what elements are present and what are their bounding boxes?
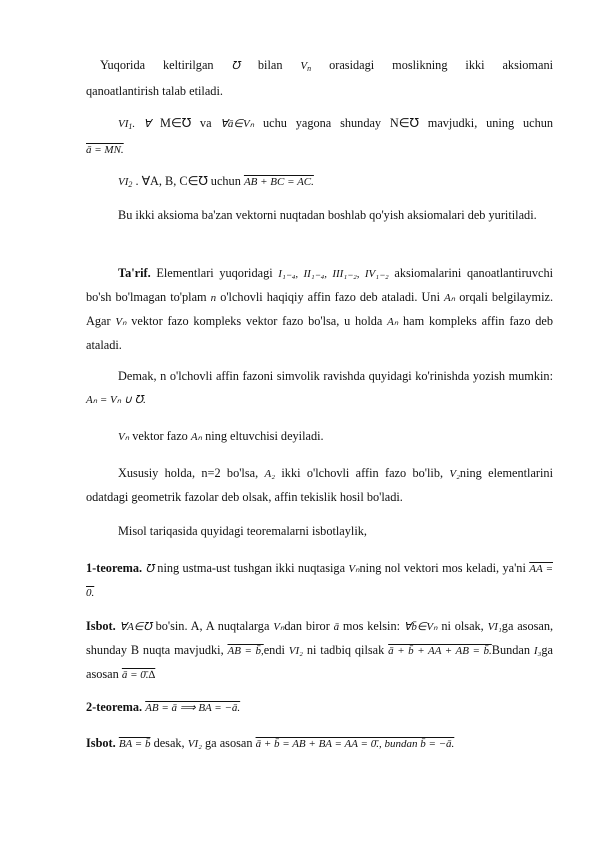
theorem-1: 1-teorema. ℧ ning ustma-ust tushgan ikki nuqtasiga Vₙning nol vektori mos keladi, ya'ni AA = 0. [86,561,553,599]
definition: Ta'rif. Elementlari yuqoridagi I₁₋₄, II₁₋₄, III₁₋₂, IV₁₋₂ aksiomalarini qanoatlantiruvchi bo'sh bo'lmagan to'plam n o'lchovli haqiqiy affin fazo deb ataladi. Uni Aₙ orqali belgilaymiz. Agar Vₙ vektor fazo kompleks vektor fazo bo'lsa, u holda Aₙ ham kompleks affin fazo deb ataladi. [86,266,554,352]
paragraph-example-intro: Misol tariqasida quyidagi teoremalarni isbotlaylik, [118,524,367,538]
theorem-2: 2-teorema. AB = ā ⟹ BA = −ā. [86,700,241,714]
proof-2: Isbot. BA = b̄ desak, VI₂ ga asosan ā + b̄ = AB + BA = AA = 0̄., bundan b̄ = −ā. [86,736,455,750]
paragraph-intro: Yuqorida keltirilgan ℧ bilan Vn orasidagi moslikning ikki aksiomani qanoatlantirish talab etiladi. [86,58,554,98]
axiom-vi1: VI1. ∀ M∈℧ va ∀ā∈Vₙ uchu yagona shunday N∈℧ mavjudki, uning uchun ā = MN. [86,116,554,156]
paragraph-symbolic: Demak, n o'lchovli affin fazoni simvolik ravishda quyidagi ko'rinishda yozish mumkin: Aₙ = Vₙ ∪ ℧. [86,369,553,406]
axiom-vi2: VI2 . ∀A, B, C∈℧ uchun AB + BC = AC. [118,174,314,189]
proof-1: Isbot. ∀A∈℧ bo'sin. A, A nuqtalarga Vₙdan biror ā mos kelsin: ∀b̄∈Vₙ ni olsak, VI₁ga asosan, shunday B nuqta mavjudki, AB = b̄,endi VI₂ ni tadbiq qilsak ā + b̄ + AA + AB = b̄.Bundan I₃ga asosan ā = 0̄.∆ [86,619,554,681]
paragraph-axioms-separated: Bu ikki aksioma ba'zan vektorni nuqtadan boshlab qo'yish aksiomalari deb yuritiladi. [118,208,537,222]
paragraph-generator: Vₙ vektor fazo Aₙ ning eltuvchisi deyiladi. [118,429,324,443]
paragraph-special-case: Xususiy holda, n=2 bo'lsa, A₂ ikki o'lchovli affin fazo bo'lib, V₂ning elementlarini odatdagi geometrik fazolar deb olsak, affin tekislik hosil bo'ladi. [86,466,553,504]
